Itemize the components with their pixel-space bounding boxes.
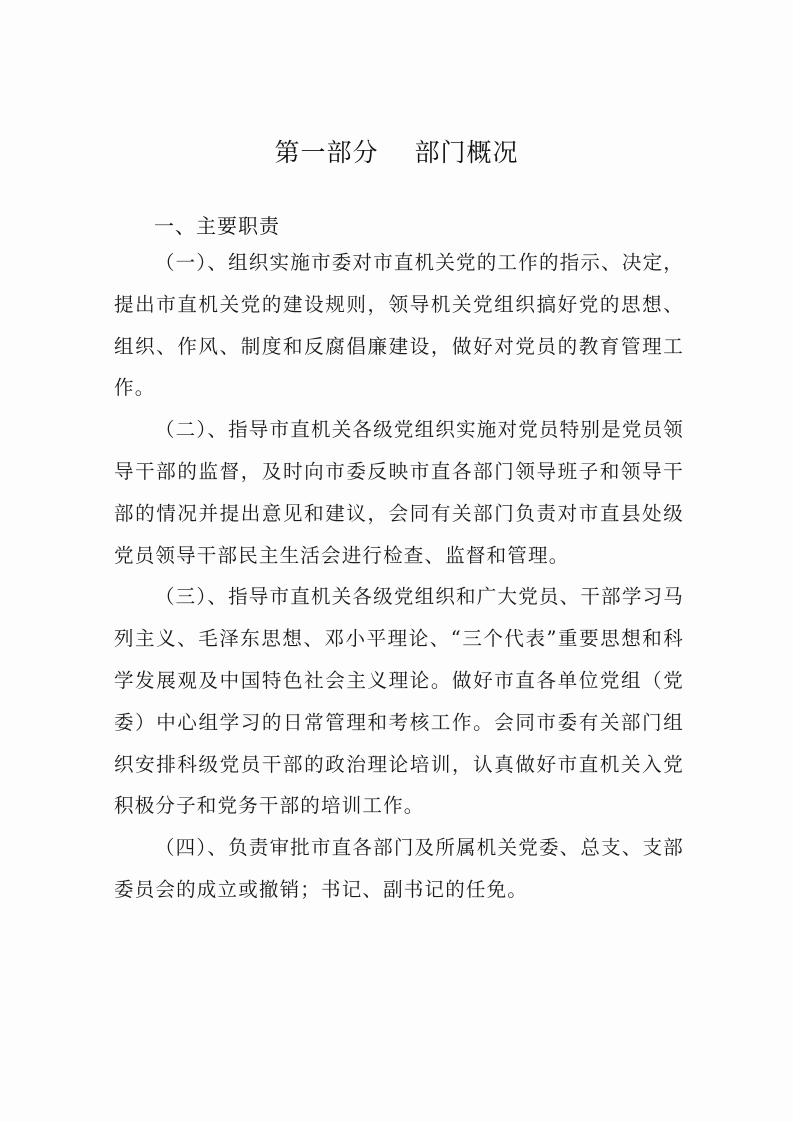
page-title	[0, 133, 793, 169]
paragraph-2: （二）、指导市直机关各级党组织实施对党员特别是党员领导干部的监督，及时向市委反映市直各部门领导班子和领导干部的情况并提出意见和建议，会同有关部门负责对市直县处级党员领导干部民主生活会进行检查、监督和管理。	[114, 418, 684, 567]
paragraph-3: （三）、指导市直机关各级党组织和广大党员、干部学习马列主义、毛泽东思想、邓小平理论、“三个代表”重要思想和科学发展观及中国特色社会主义理论。做好市直各单位党组（党委）中心组学习的日常管理和考核工作。会同市委有关部门组织安排科级党员干部的政治理论培训，认真做好市直机关入党积极分子和党务干部的培训工作。	[114, 585, 684, 818]
paragraph-4: （四）、负责审批市直各部门及所属机关党委、总支、支部委员会的成立或撤销；书记、副书记的任免。	[114, 836, 684, 901]
paragraph-1: （一）、组织实施市委对市直机关党的工作的指示、决定，提出市直机关党的建设规则，领导机关党组织搞好党的思想、组织、作风、制度和反腐倡廉建设，做好对党员的教育管理工作。	[114, 251, 684, 400]
title-name: 部门概况	[414, 138, 519, 167]
title-part: 第一部分	[274, 138, 379, 167]
body-text	[114, 242, 684, 911]
section-heading: 一、主要职责	[154, 214, 280, 238]
